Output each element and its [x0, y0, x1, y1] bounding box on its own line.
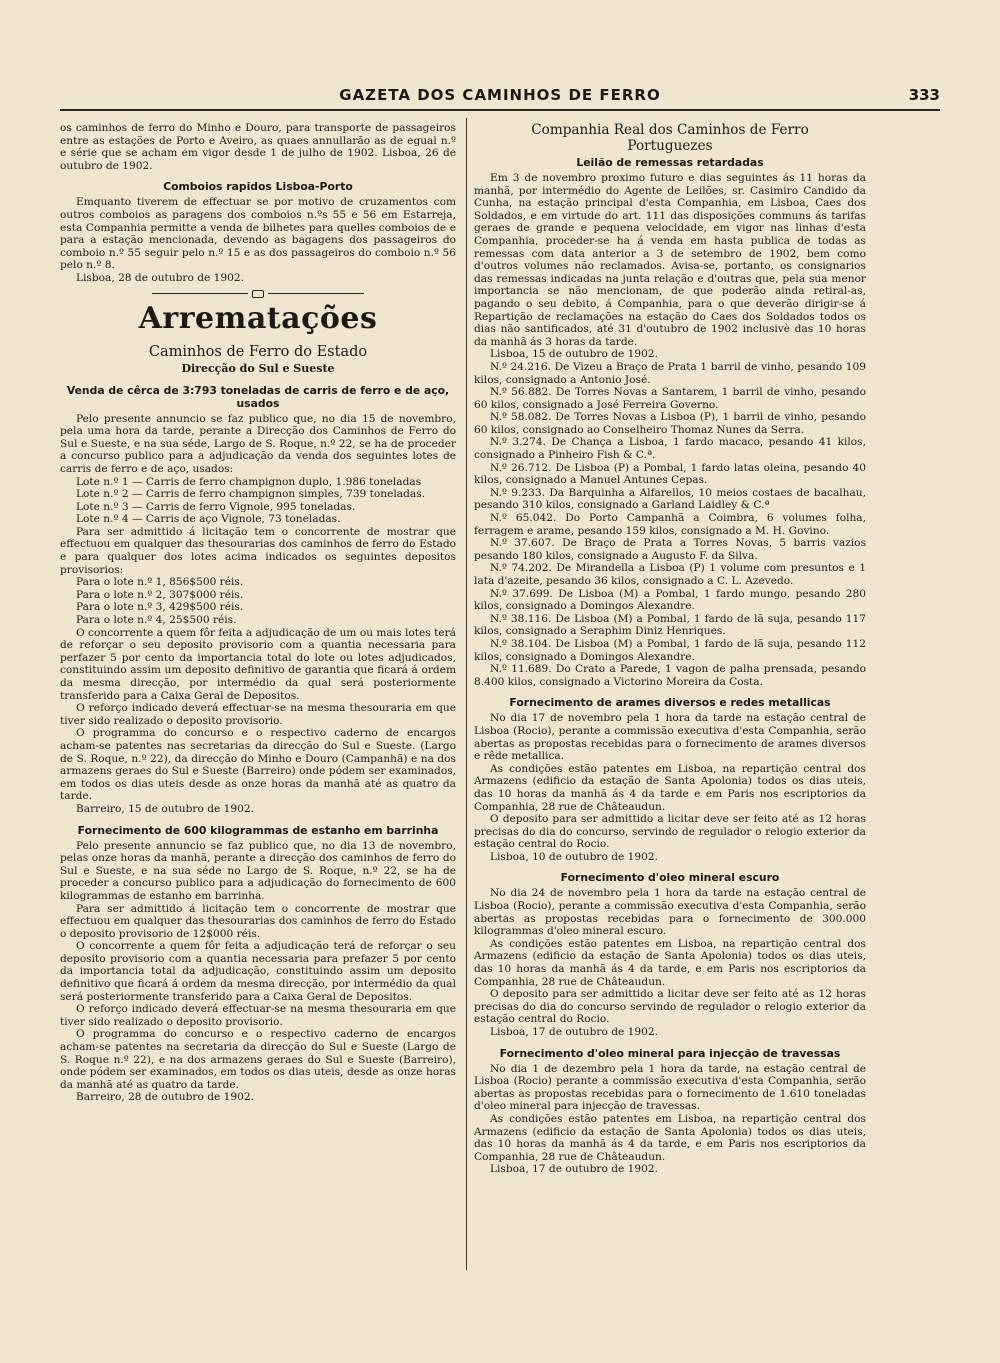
list-item: N.º 24.216. De Vizeu a Braço de Prata 1 barril de vinho, pesando 109 kilos, consignado a Antonio José.	[474, 360, 866, 386]
list-item: Para o lote n.º 1, 856$500 réis.	[76, 576, 244, 589]
company-heading: Companhia Real dos Caminhos de Ferro	[531, 122, 809, 138]
list-item: N.º 58.082. De Torres Novas a Lisboa (P), 1 barril de vinho, pesando 60 kilos, consignado ao Conselheiro Thomaz Nunes da Serra.	[474, 411, 866, 436]
paragraph: Em 3 de novembro proximo futuro e dias seguintes ás 11 horas da manhã, por intermédio do Agente de Leilões, sr. Casimiro Candido da Cunha, na estação principal d'esta Companhia, em Lisboa, Caes dos Soldados, e em virtude do art. 111 das disposições communs ás tarifas geraes de grande e pequena velocidade, em vigor nas linhas d'esta Companhia, proceder-se ha á venda em hasta publica de todas as remessas com data anterior a 3 de setembro de 1902, bem como d'outros volumes não reclamados. Avisa-se, portanto, os consignarios das remessas indicadas na junta relação e d'outras que, pela sua menor importancia se não mencionam, de que poderão ainda retiral-as, pagando o seu debito, á Companhia, para o que deverão dirigir-se á Repartição de reclamações na estação do Caes dos Soldados todos os dias não santificados, até 31 d'outubro de 1902 inclusivè das 10 horas da manhã ás 3 horas da tarde.	[474, 172, 866, 348]
list-item: Lote n.º 4 — Carris de aço Vignole, 73 toneladas.	[76, 513, 341, 526]
paragraph: O deposito para ser admittido a licitar deve ser feito até as 12 horas precisas do dia do concurso servindo de regulador o relogio exterior da estação central do Rocio.	[474, 988, 866, 1026]
list-item: N.º 37.607. De Braço de Prata a Torres Novas, 5 barris vazios pesando 180 kilos, consignado a Augusto F. da Silva.	[474, 537, 866, 562]
dateline: Lisboa, 15 de outubro de 1902.	[490, 348, 658, 361]
paragraph: No dia 17 de novembro pela 1 hora da tarde na estação central de Lisboa (Rocio), perante a commissão executiva d'esta Companhia, serão abertas as propostas recebidas para o fornecimento de arames diversos e rêde metallica.	[474, 712, 866, 763]
list-item: Para o lote n.º 2, 307$000 réis.	[76, 588, 244, 601]
paragraph: O deposito para ser admittido a licitar deve ser feito até as 12 horas precisas do dia do concurso, servindo de regulador o relogio exterior da estação central do Rocio.	[474, 813, 866, 851]
right-column	[474, 122, 866, 1272]
column-divider	[466, 118, 467, 1270]
section-title: Arrematações	[138, 300, 378, 336]
paragraph: O reforço indicado deverá effectuar-se na mesma thesouraria em que tiver sido realizado o deposito provisorio.	[60, 1003, 456, 1028]
company-heading: Portuguezes	[627, 138, 713, 154]
paragraph: Para ser admittido á licitação tem o concorrente de mostrar que effectuou em qualquer das thesourarias dos caminhos de ferro do Estado o deposito provisorio de 12$000 réis.	[60, 902, 456, 940]
list-item: N.º 9.233. Da Barquinha a Alfarellos, 10 meios costaes de bacalhau, pesando 310 kilos, consignado a Garland Laidley & C.ª	[474, 486, 866, 512]
left-column	[60, 122, 456, 1272]
paragraph: os caminhos de ferro do Minho e Douro, para transporte de passageiros entre as estações de Porto e Aveiro, as quaes annullarão as de egual n.º e série que se acham em vigor desde 1 de julho de 1902. Lisboa, 26 de outubro de 1902.	[60, 122, 456, 172]
page-title: GAZETA DOS CAMINHOS DE FERRO	[339, 86, 661, 104]
list-item: N.º 74.202. De Mirandella a Lisboa (P) 1 volume com presuntos e 1 lata d'azeite, pesando 36 kilos, consignado a C. L. Azevedo.	[474, 562, 866, 587]
paragraph: Para ser admittido á licitação tem o concorrente de mostrar que effectuou em qualquer das thesourarias dos caminhos de ferro do Estado e para qualquer dos lotes acima indicados os seguintes depositos provisorios:	[60, 525, 456, 576]
header-divider	[60, 109, 940, 111]
page-header	[60, 86, 940, 108]
dateline: Barreiro, 15 de outubro de 1902.	[76, 802, 254, 815]
page-number: 333	[908, 86, 940, 104]
dateline: Lisboa, 17 de outubro de 1902.	[490, 1163, 658, 1176]
list-item: N.º 38.116. De Lisboa (M) a Pombal, 1 fardo de lã suja, pesando 117 kilos, consignado a Seraphim Diniz Henriques.	[474, 612, 866, 638]
dateline: Lisboa, 10 de outubro de 1902.	[490, 850, 658, 863]
section-heading: Comboios rapidos Lisboa-Porto	[163, 180, 353, 194]
paragraph: As condições estão patentes em Lisboa, na repartição central dos Armazens (edificio da estação de Santa Apolonia) todos os dias uteis, das 10 horas da manhã ás 4 da tarde e em Paris nos escriptorios da Companhia, 28 rue de Châteaudun.	[474, 762, 866, 813]
section-heading: Fornecimento de 600 kilogrammas de estanho em barrinha	[77, 823, 439, 837]
paragraph: O programma do concurso e o respectivo caderno de encargos acham-se patentes nas secretarias da direcção do Sul e Sueste. (Largo de S. Roque, n.º 22), da direcção do Minho e Douro (Campanhã) e na dos armazens geraes do Sul e Sueste (Barreiro) onde pódem ser examinados, em todos os dias uteis desde as onze horas da manhã até as quatro da tarde.	[60, 727, 456, 803]
list-item: Lote n.º 1 — Carris de ferro champignon duplo, 1.986 toneladas	[76, 475, 422, 488]
paragraph: O concorrente a quem fôr feita a adjudicação terá de reforçar o seu deposito provisorio com a quantia necessaria para prefazer 5 por cento da importancia total da adjudicação, constituindo assim um deposito definitivo que ficará á ordem da mesma direcção, por intermédio da qual será posteriormente transferido para a Caixa Geral de Depositos.	[60, 940, 456, 1003]
paragraph: No dia 24 de novembro pela 1 hora da tarde na estação central de Lisboa (Rocio), perante a commissão executiva d'esta Companhia, serão abertas as propostas recebidas para o fornecimento de 300.000 kilogrammas d'oleo mineral escuro.	[474, 887, 866, 938]
paragraph: Emquanto tiverem de effectuar se por motivo de cruzamentos com outros comboios as paragens dos comboios n.ºs 55 e 56 em Estarreja, esta Companhia permitte a venda de bilhetes para quelles comboios de e para a estação mencionada, devendo as bagagens dos passageiros do comboio n.º 55 seguir pelo n.º 15 e as dos passageiros do comboio n.º 56 pelo n.º 8.	[60, 196, 456, 272]
list-item: Para o lote n.º 3, 429$500 réis.	[76, 601, 244, 614]
list-item: N.º 3.274. De Chança a Lisboa, 1 fardo macaco, pesando 41 kilos, consignado a Pinheiro Fish & C.ª.	[474, 436, 866, 462]
section-heading: Fornecimento de arames diversos e redes metallicas	[509, 696, 831, 710]
list-item: N.º 38.104. De Lisboa (M) a Pombal, 1 fardo de lã suja, pesando 112 kilos, consignado a Domingos Alexandre.	[474, 637, 866, 663]
dateline: Lisboa, 28 de outubro de 1902.	[76, 271, 244, 284]
list-item: N.º 37.699. De Lisboa (M) a Pombal, 1 fardo mungo, pesando 280 kilos, consignado a Domingos Alexandre.	[474, 587, 866, 613]
list-item: Lote n.º 2 — Carris de ferro champignon simples, 739 toneladas.	[76, 488, 425, 501]
paragraph: O programma do concurso e o respectivo caderno de encargos acham-se patentes na secretaria da direcção do Sul e Sueste (Largo de S. Roque n.º 22), e na dos armazens geraes do Sul e Sueste (Barreiro), onde pódem ser examinados, em todos os dias uteis, desde as onze horas da manhã até as quatro da tarde.	[60, 1028, 456, 1091]
paragraph: O reforço indicado deverá effectuar-se na mesma thesouraria em que tiver sido realizado o deposito provisorio.	[60, 702, 456, 727]
list-item: N.º 65.042. Do Porto Campanhã a Coimbra, 6 volumes folha, ferragem e arame, pesando 159 kilos, consignado a M. H. Govino.	[474, 512, 866, 537]
dateline: Barreiro, 28 de outubro de 1902.	[76, 1091, 254, 1104]
paragraph: Pelo presente annuncio se faz publico que, no dia 15 de novembro, pela uma hora da tarde, perante a Direcção dos Caminhos de Ferro do Sul e Sueste, e na sua séde, Largo de S. Roque, n.º 22, se ha de proceder a concurso publico para a adjudicação da venda dos seguintes lotes de carris de ferro e de aço, usados:	[60, 412, 456, 475]
section-subtitle: Caminhos de Ferro do Estado	[148, 343, 368, 360]
remessas-list	[474, 361, 866, 688]
dateline: Lisboa, 17 de outubro de 1902.	[490, 1026, 658, 1038]
section-heading: Fornecimento d'oleo mineral escuro	[560, 871, 780, 885]
paragraph: As condições estão patentes em Lisboa, na repartição central dos Armazens (edificio da estação de Santa Apolonia) todos os dias uteis, das 10 horas da manhã ás 4 da tarde, e em Paris nos escriptorios da Companhia, 28 rue de Châteaudun.	[474, 937, 866, 988]
list-item: Lote n.º 3 — Carris de ferro Vignole, 995 toneladas.	[76, 500, 356, 513]
section-heading: Fornecimento d'oleo mineral para injecção de travessas	[499, 1046, 841, 1060]
list-item: Para o lote n.º 4, 25$500 réis.	[76, 614, 237, 627]
section-subtitle: Direcção do Sul e Sueste	[181, 361, 335, 375]
paragraph: No dia 1 de dezembro pela 1 hora da tarde, na estação central de Lisboa (Rocio) perante a commissão executiva d'esta Companhia, serão abertas as propostas recebidas para o fornecimento de 1.610 toneladas d'oleo mineral para injecção de travessas.	[474, 1062, 866, 1113]
list-item: N.º 56.882. De Torres Novas a Santarem, 1 barril de vinho, pesando 60 kilos, consignado a José Ferreira Governo.	[474, 386, 866, 411]
paragraph: Pelo presente annuncio se faz publico que, no dia 13 de novembro, pelas onze horas da manhã, perante a direcção dos caminhos de ferro do Sul e Sueste, e na sua séde no Largo de S. Roque, n.º 22, se ha de proceder a concurso publico para a adjudicação do fornecimento de 600 kilogrammas de estanho em barrinha.	[60, 839, 456, 902]
section-heading: Venda de cêrca de 3:793 toneladas de carris de ferro e de aço, usados	[66, 383, 450, 410]
list-item: N.º 26.712. De Lisboa (P) a Pombal, 1 fardo latas oleina, pesando 40 kilos, consignado a Manuel Antunes Cepas.	[474, 461, 866, 487]
list-item: N.º 11.689. Do Crato a Parede, 1 vagon de palha prensada, pesando 8.400 kilos, consignado a Victorino Moreira da Costa.	[474, 663, 866, 688]
section-heading: Leilão de remessas retardadas	[576, 156, 764, 169]
paragraph: O concorrente a quem fôr feita a adjudicação de um ou mais lotes terá de reforçar o seu deposito provisorio com a quantia necessaria para perfazer 5 por cento da importancia total do lote ou lotes adjudicados, constituindo assim um deposito definitivo de garantia que ficará á ordem da mesma direcção, por intermédio da qual será posteriormente transferido para a Caixa Geral de Depositos.	[60, 626, 456, 702]
ornament-divider	[60, 288, 456, 300]
paragraph: As condições estão patentes em Lisboa, na repartição central dos Armazens (edificio da estação de Santa Apolonia) todos os dias uteis, das 10 horas da manhã ás 4 da tarde, e em Paris nos escriptorios da Companhia, 28 rue de Châteaudun.	[474, 1112, 866, 1163]
